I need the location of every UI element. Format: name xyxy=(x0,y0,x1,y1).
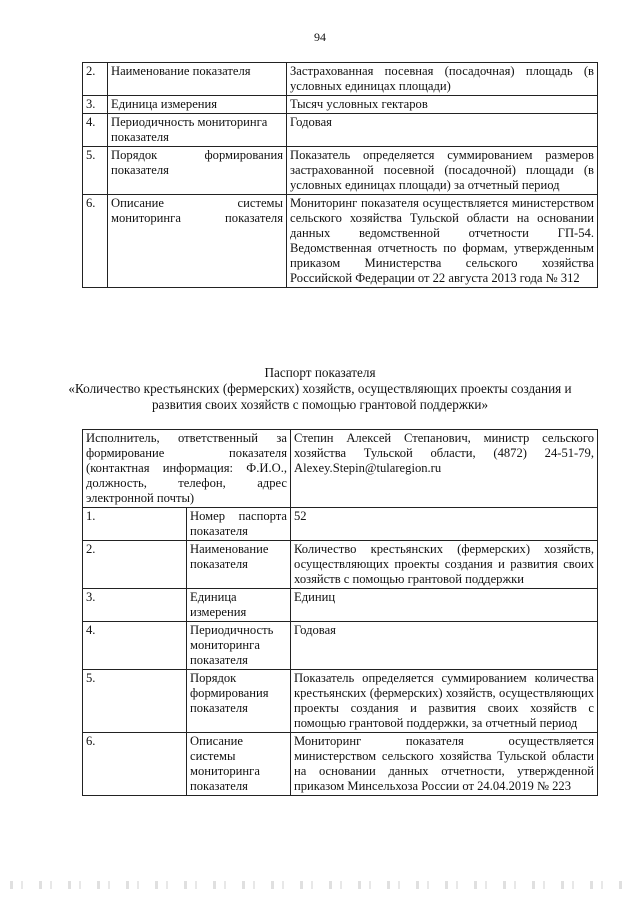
row-number: 4. xyxy=(83,114,108,147)
row-value: Годовая xyxy=(287,114,598,147)
row-value: Годовая xyxy=(291,622,598,670)
row-number: 2. xyxy=(83,541,187,589)
table-row xyxy=(83,733,598,796)
row-label: Порядок формирования показателя xyxy=(187,670,291,733)
indicator-table-continued xyxy=(82,62,598,288)
row-label: Описание системы мониторинга показателя xyxy=(108,195,287,288)
table-row xyxy=(83,96,598,114)
scan-footer-artifact xyxy=(10,881,625,889)
row-number: 3. xyxy=(83,96,108,114)
row-value: Мониторинг показателя осуществляется министерством сельского хозяйства Тульской области на основании данных отчетности, утвержденной приказом Минсельхоза России от 24.04.2019 № 223 xyxy=(291,733,598,796)
row-number: 2. xyxy=(83,63,108,96)
executor-row xyxy=(83,430,598,508)
page-number: 94 xyxy=(314,30,326,44)
row-number: 5. xyxy=(83,670,187,733)
row-value: Единиц xyxy=(291,589,598,622)
row-label: Периодичность мониторинга показателя xyxy=(187,622,291,670)
row-value: Мониторинг показателя осуществляется министерством сельского хозяйства Тульской области на основании данных ведомственной отчетности ГП-54. Ведомственная отчетность по формам, утвержденным приказом Министерства сельского хозяйства Российской Федерации от 22 августа 2013 года № 312 xyxy=(287,195,598,288)
passport-subtitle: «Количество крестьянских (фермерских) хозяйств, осуществляющих проекты создания и развития своих хозяйств с помощью грантовой поддержки» xyxy=(68,381,572,412)
row-number: 4. xyxy=(83,622,187,670)
table-row xyxy=(83,114,598,147)
row-label: Порядок формирования показателя xyxy=(108,147,287,195)
row-value: Количество крестьянских (фермерских) хозяйств, осуществляющих проекты создания и развития своих хозяйств с помощью грантовой поддержки xyxy=(291,541,598,589)
table-row xyxy=(83,147,598,195)
executor-label: Исполнитель, ответственный за формирование показателя (контактная информация: Ф.И.О., должность, телефон, адрес электронной почты) xyxy=(83,430,291,508)
row-label: Наименование показателя xyxy=(108,63,287,96)
row-label: Периодичность мониторинга показателя xyxy=(108,114,287,147)
row-number: 1. xyxy=(83,508,187,541)
indicator-passport-table xyxy=(82,429,598,796)
table-row xyxy=(83,670,598,733)
table-row xyxy=(83,589,598,622)
row-value: Застрахованная посевная (посадочная) площадь (в условных единицах площади) xyxy=(287,63,598,96)
row-value: 52 xyxy=(291,508,598,541)
row-value: Показатель определяется суммированием размеров застрахованной посевной (посадочной) площади (в условных единицах площади) за отчетный период xyxy=(287,147,598,195)
table-row xyxy=(83,622,598,670)
row-number: 3. xyxy=(83,589,187,622)
passport-title: Паспорт показателя xyxy=(264,365,376,380)
table-row xyxy=(83,63,598,96)
table-row xyxy=(83,508,598,541)
row-label: Единица измерения xyxy=(108,96,287,114)
row-number: 6. xyxy=(83,195,108,288)
row-number: 5. xyxy=(83,147,108,195)
row-label: Единица измерения xyxy=(187,589,291,622)
passport-heading xyxy=(60,365,580,413)
row-label: Номер паспорта показателя xyxy=(187,508,291,541)
row-label: Наименование показателя xyxy=(187,541,291,589)
row-label: Описание системы мониторинга показателя xyxy=(187,733,291,796)
row-value: Показатель определяется суммированием количества крестьянских (фермерских) хозяйств, осуществляющих проекты создания и развития своих хозяйств с помощью грантовой поддержки, за отчетный период xyxy=(291,670,598,733)
table-row xyxy=(83,195,598,288)
row-number: 6. xyxy=(83,733,187,796)
row-value: Тысяч условных гектаров xyxy=(287,96,598,114)
executor-value: Степин Алексей Степанович, министр сельского хозяйства Тульской области, (4872) 24-51-79, Alexey.Stepin@tularegion.ru xyxy=(291,430,598,508)
table-row xyxy=(83,541,598,589)
